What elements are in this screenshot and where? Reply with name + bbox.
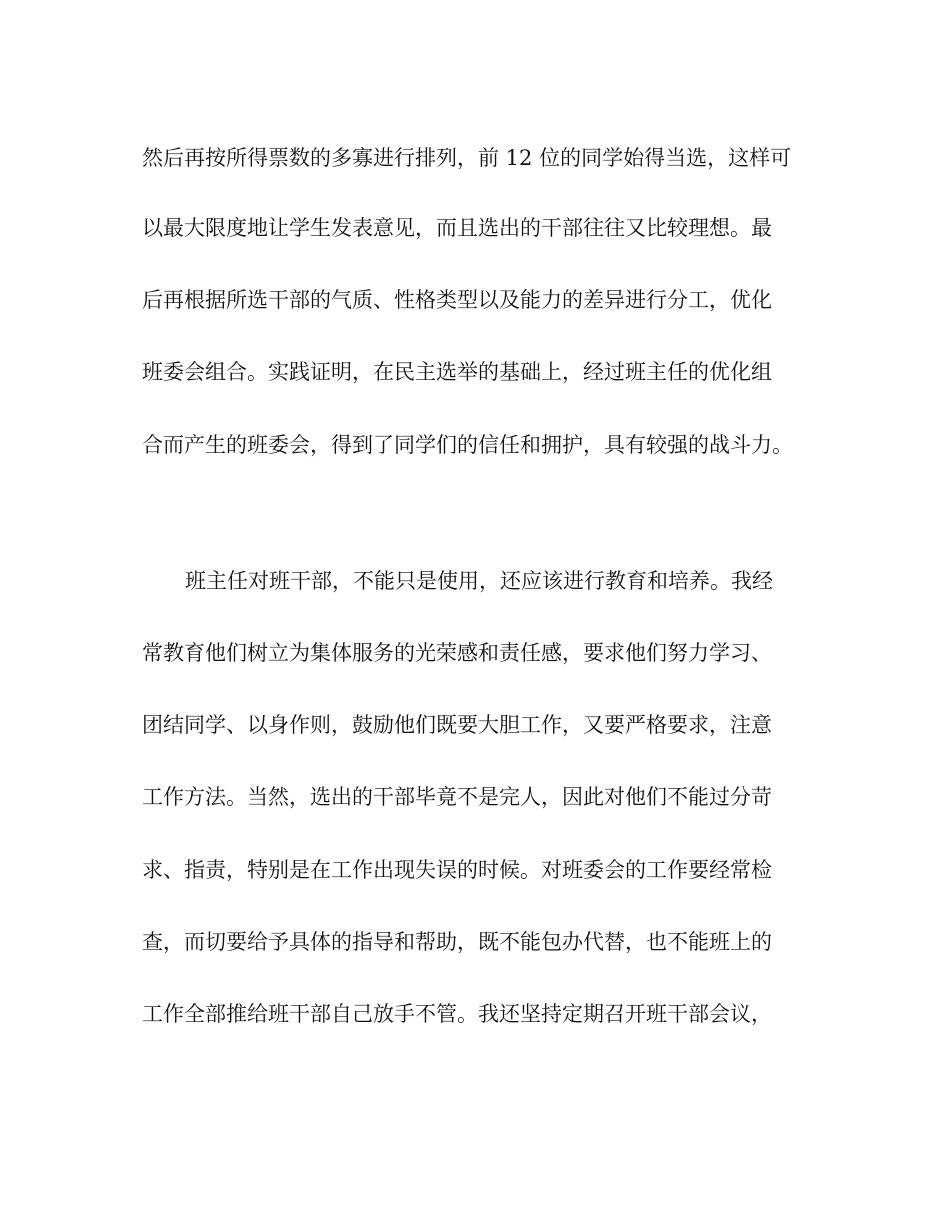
text-line: 班委会组合。实践证明，在民主选举的基础上，经过班主任的优化组 xyxy=(142,360,772,384)
text-line: 工作方法。当然，选出的干部毕竟不是完人，因此对他们不能过分苛 xyxy=(142,785,772,809)
text-line: 然后再按所得票数的多寡进行排列，前 12 位的同学始得当选，这样可 xyxy=(142,146,792,170)
text-line: 查，而切要给予具体的指导和帮助，既不能包办代替，也不能班上的 xyxy=(142,930,772,954)
text-line: 求、指责，特别是在工作出现失误的时候。对班委会的工作要经常检 xyxy=(142,858,772,882)
text-line: 以最大限度地让学生发表意见，而且选出的干部往往又比较理想。最 xyxy=(142,216,772,240)
text-line: 班主任对班干部，不能只是使用，还应该进行教育和培养。我经 xyxy=(185,569,773,593)
text-line: 常教育他们树立为集体服务的光荣感和责任感，要求他们努力学习、 xyxy=(142,641,772,665)
text-line: 团结同学、以身作则，鼓励他们既要大胆工作，又要严格要求，注意 xyxy=(142,713,772,737)
text-line: 后再根据所选干部的气质、性格类型以及能力的差异进行分工，优化 xyxy=(142,288,772,312)
text-line: 合而产生的班委会，得到了同学们的信任和拥护，具有较强的战斗力。 xyxy=(142,433,793,457)
text-line: 工作全部推给班干部自己放手不管。我还坚持定期召开班干部会议， xyxy=(142,1002,772,1026)
